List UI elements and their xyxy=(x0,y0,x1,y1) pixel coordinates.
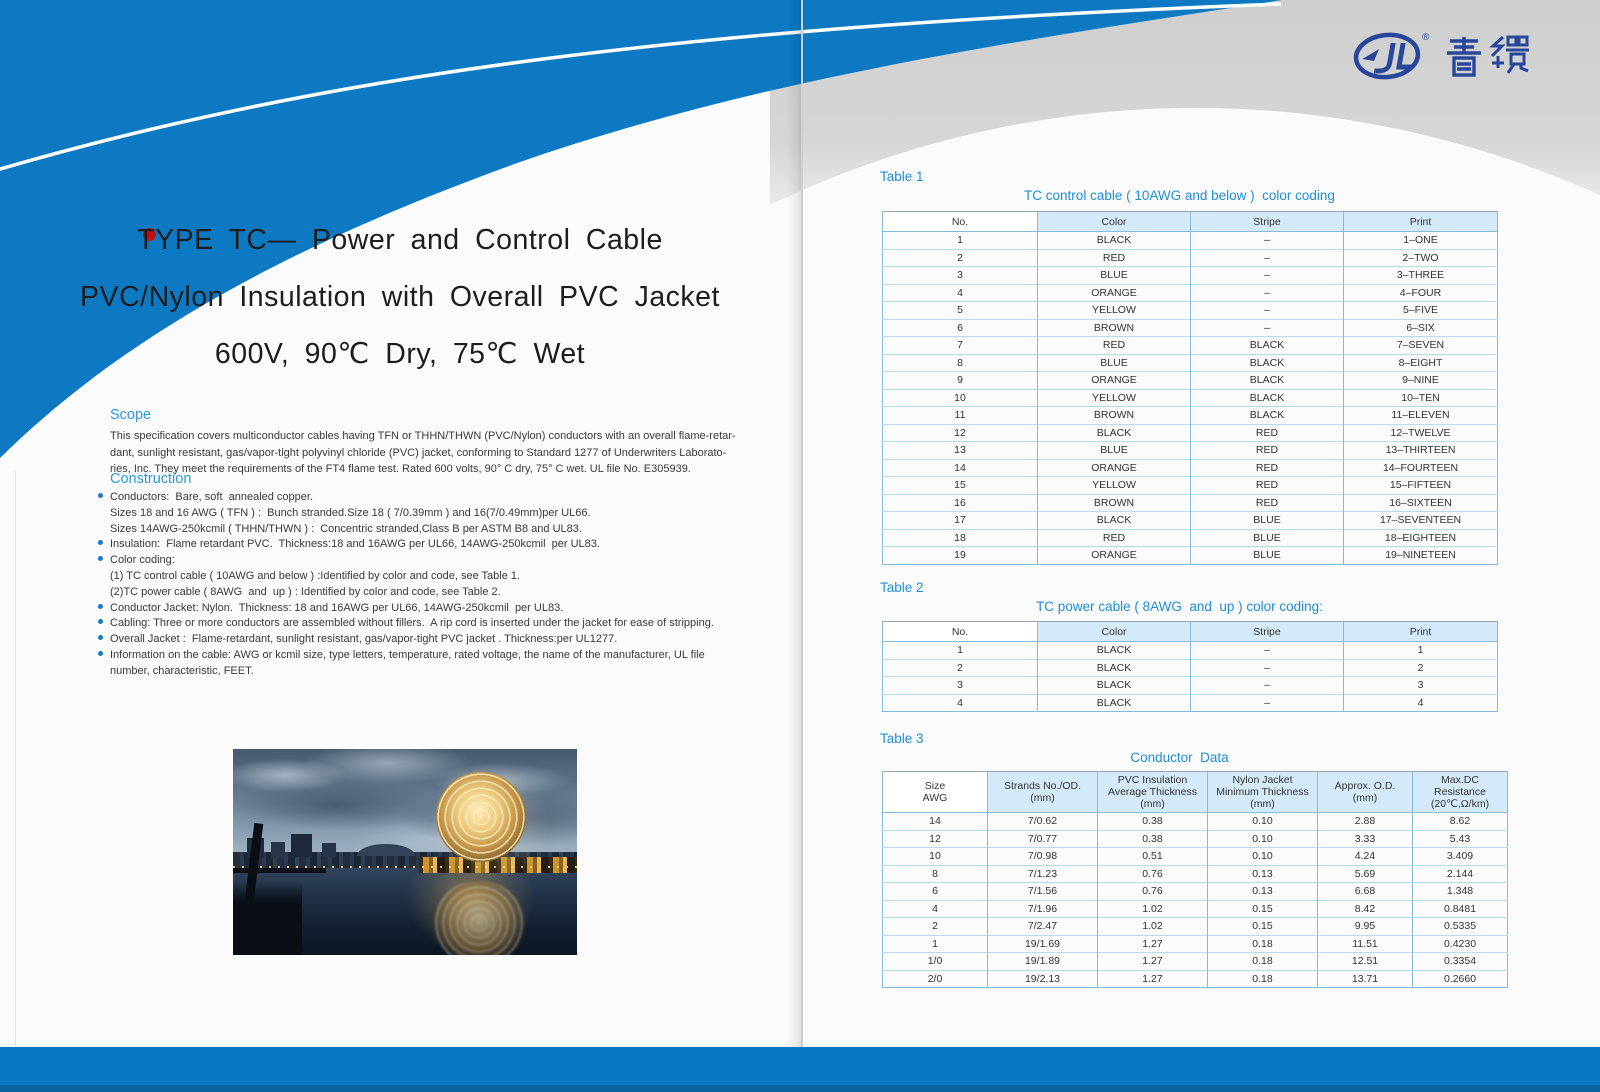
table-cell: 1 xyxy=(883,935,988,953)
table-cell: 5 xyxy=(883,302,1038,320)
construction-list xyxy=(98,490,758,680)
construction-item xyxy=(98,553,758,569)
table-row xyxy=(883,442,1498,460)
table-cell: RED xyxy=(1038,337,1191,355)
table-cell: – xyxy=(1191,249,1344,267)
table-cell: 0.51 xyxy=(1098,848,1208,866)
table-row xyxy=(883,659,1498,677)
table-cell: BLACK xyxy=(1038,424,1191,442)
table-cell: 0.18 xyxy=(1208,935,1318,953)
table-cell: 4 xyxy=(883,900,988,918)
table-header-row xyxy=(883,772,1508,813)
table-row xyxy=(883,642,1498,660)
construction-item xyxy=(98,490,758,506)
table-cell: 0.2660 xyxy=(1413,970,1508,988)
paragraph-line: ries, Inc. They meet the requirements of the FT4 flame test. Rated 600 volts, 90° C dry, 75° C wet. UL file No. E305939. xyxy=(110,463,691,476)
title-line-1: TYPE TC— Power and Control Cable xyxy=(137,224,663,256)
table-cell: 2/0 xyxy=(883,970,988,988)
table-cell: 8.62 xyxy=(1413,813,1508,831)
table-cell: 2 xyxy=(883,659,1038,677)
page-gutter-shadow xyxy=(786,0,801,1047)
table-cell: 6–SIX xyxy=(1344,319,1498,337)
photo-dock-beam xyxy=(233,868,326,873)
table-row xyxy=(883,407,1498,425)
registered-mark: ® xyxy=(1422,32,1430,43)
table-cell: 1.348 xyxy=(1413,883,1508,901)
column-header: PVC Insulation Average Thickness (mm) xyxy=(1098,772,1208,813)
table-row xyxy=(883,512,1498,530)
column-header: Color xyxy=(1038,622,1191,642)
construction-item xyxy=(98,537,758,553)
table-cell: 9.95 xyxy=(1318,918,1413,936)
left-page-edge xyxy=(15,470,16,1047)
construction-text: Insulation: Flame retardant PVC. Thickness:18 and 16AWG per UL66, 14AWG-250kcmil per UL83. xyxy=(110,538,600,551)
table-cell: – xyxy=(1191,232,1344,250)
table-cell: 19 xyxy=(883,547,1038,565)
table-cell: 11 xyxy=(883,407,1038,425)
table-cell: 0.76 xyxy=(1098,883,1208,901)
table2-label: Table 2 xyxy=(880,580,924,595)
table-cell: ORANGE xyxy=(1038,547,1191,565)
table-row xyxy=(883,477,1498,495)
table-cell: BLACK xyxy=(1038,512,1191,530)
table-cell: RED xyxy=(1191,494,1344,512)
table-cell: BLACK xyxy=(1038,232,1191,250)
table-cell: 2.88 xyxy=(1318,813,1413,831)
table-row xyxy=(883,249,1498,267)
table-cell: 7 xyxy=(883,337,1038,355)
construction-text: number, characteristic, FEET. xyxy=(110,664,254,677)
table-row xyxy=(883,424,1498,442)
table-cell: 0.76 xyxy=(1098,865,1208,883)
table-cell: RED xyxy=(1038,529,1191,547)
table-row xyxy=(883,813,1508,831)
table-cell: 10 xyxy=(883,848,988,866)
table-cell: – xyxy=(1191,677,1344,695)
construction-heading: Construction xyxy=(110,471,192,487)
table-cell: 7/0.62 xyxy=(988,813,1098,831)
table-cell: YELLOW xyxy=(1038,477,1191,495)
logo-ellipse xyxy=(1354,32,1420,80)
table-cell: 12 xyxy=(883,830,988,848)
table-cell: 3 xyxy=(1344,677,1498,695)
table-cell: 0.38 xyxy=(1098,830,1208,848)
construction-text: Cabling: Three or more conductors are assembled without fillers. A rip cord is inserted under the jacket for ease of stripping. xyxy=(110,617,714,630)
table-cell: 1.02 xyxy=(1098,918,1208,936)
table-row xyxy=(883,694,1498,712)
table-cell: – xyxy=(1191,302,1344,320)
column-header: Color xyxy=(1038,212,1191,232)
table-cell: BROWN xyxy=(1038,494,1191,512)
table-cell: 1 xyxy=(1344,642,1498,660)
table-cell: 0.15 xyxy=(1208,900,1318,918)
construction-item xyxy=(98,506,758,522)
table-cell: 8–EIGHT xyxy=(1344,354,1498,372)
construction-text: Conductors: Bare, soft annealed copper. xyxy=(110,491,314,503)
column-header: Size AWG xyxy=(883,772,988,813)
table-row xyxy=(883,232,1498,250)
table-cell: 3.33 xyxy=(1318,830,1413,848)
table-cell: 7/0.77 xyxy=(988,830,1098,848)
column-header: No. xyxy=(883,622,1038,642)
table-cell: 19/1.69 xyxy=(988,935,1098,953)
table-cell: 1 xyxy=(957,644,963,657)
table-cell: 0.10 xyxy=(1208,830,1318,848)
column-header: Print xyxy=(1344,212,1498,232)
brand-logo-graphic xyxy=(1352,27,1537,85)
construction-text: Conductor Jacket: Nylon. Thickness: 18 and 16AWG per UL66, 14AWG-250kcmil per UL83. xyxy=(110,601,564,614)
table-row xyxy=(883,900,1508,918)
table-cell: BLACK xyxy=(1038,642,1191,660)
table-cell: 1 xyxy=(957,234,963,247)
table-cell: 7/1.96 xyxy=(988,900,1098,918)
table-cell: BLUE xyxy=(1191,529,1344,547)
bullet-icon xyxy=(98,635,103,640)
table-cell: 0.38 xyxy=(1098,813,1208,831)
table-cell: 13–THIRTEEN xyxy=(1344,442,1498,460)
table-row xyxy=(883,529,1498,547)
table-cell: BROWN xyxy=(1038,407,1191,425)
bullet-icon xyxy=(98,651,103,656)
table-cell: 7/2.47 xyxy=(988,918,1098,936)
table-cell: 0.18 xyxy=(1208,953,1318,971)
title-line-2: PVC/Nylon Insulation with Overall PVC Jacket xyxy=(80,281,720,313)
table-cell: 4 xyxy=(883,284,1038,302)
table-cell: RED xyxy=(1191,442,1344,460)
table-cell: YELLOW xyxy=(1038,302,1191,320)
table-row xyxy=(883,970,1508,988)
table-row xyxy=(883,284,1498,302)
table-cell: BLUE xyxy=(1191,547,1344,565)
table-cell: YELLOW xyxy=(1038,389,1191,407)
column-header: Strands No./OD. (mm) xyxy=(988,772,1098,813)
table-cell: 6 xyxy=(883,319,1038,337)
table-row xyxy=(883,953,1508,971)
table1-label: Table 1 xyxy=(880,169,924,184)
table-cell: – xyxy=(1191,284,1344,302)
bullet-icon xyxy=(98,556,103,561)
table-header-row xyxy=(883,212,1498,232)
table-cell: 13 xyxy=(883,442,1038,460)
column-header: Stripe xyxy=(1191,622,1344,642)
table-cell: 0.10 xyxy=(1208,813,1318,831)
table-cell: 2–TWO xyxy=(1344,249,1498,267)
table-cell: 0.5335 xyxy=(1413,918,1508,936)
construction-text: Information on the cable: AWG or kcmil size, type letters, temperature, rated voltage, the name of the manufacturer, UL file xyxy=(110,648,705,661)
column-header: Nylon Jacket Minimum Thickness (mm) xyxy=(1208,772,1318,813)
table-cell: 17 xyxy=(883,512,1038,530)
table-cell: 12 xyxy=(883,424,1038,442)
table-cell: 4 xyxy=(883,694,1038,712)
bullet-icon xyxy=(98,604,103,609)
column-header: Stripe xyxy=(1191,212,1344,232)
table-cell: RED xyxy=(1191,424,1344,442)
construction-item xyxy=(98,616,758,632)
table-cell: 17–SEVENTEEN xyxy=(1344,512,1498,530)
table-cell: 14–FOURTEEN xyxy=(1344,459,1498,477)
table-cell: 10 xyxy=(883,389,1038,407)
construction-item xyxy=(98,664,758,680)
table-cell: BLUE xyxy=(1038,267,1191,285)
table-cell: 19–NINETEEN xyxy=(1344,547,1498,565)
table-cell: 2 xyxy=(883,249,1038,267)
table-cell: 5–FIVE xyxy=(1344,302,1498,320)
construction-text: (1) TC control cable ( 10AWG and below ) :Identified by color and code, see Table 1. xyxy=(110,569,521,582)
table-cell: 7–SEVEN xyxy=(1344,337,1498,355)
table-cell: 1.27 xyxy=(1098,935,1208,953)
table-cell: 3 xyxy=(883,677,1038,695)
table-cell: 18–EIGHTEEN xyxy=(1344,529,1498,547)
table-cell: RED xyxy=(1038,249,1191,267)
table-cell: 0.8481 xyxy=(1413,900,1508,918)
footer-dark-strip xyxy=(0,1085,1600,1092)
table-row xyxy=(883,935,1508,953)
table-cell: 8 xyxy=(883,865,988,883)
page-gutter-line xyxy=(801,0,803,1047)
table-cell: 2 xyxy=(1344,659,1498,677)
table-cell: 7/1.56 xyxy=(988,883,1098,901)
table-row xyxy=(883,547,1498,565)
table-cell: RED xyxy=(1191,477,1344,495)
color-coding-table-1 xyxy=(882,211,1498,565)
table-row xyxy=(883,372,1498,390)
table-cell: 16 xyxy=(883,494,1038,512)
table3-caption: Conductor Data xyxy=(1130,750,1229,765)
construction-item xyxy=(98,522,758,538)
table-cell: 0.3354 xyxy=(1413,953,1508,971)
color-coding-table-2 xyxy=(882,621,1498,712)
brand-logo xyxy=(1352,27,1537,85)
table-cell: 2.144 xyxy=(1413,865,1508,883)
table-cell: 9–NINE xyxy=(1344,372,1498,390)
table-row xyxy=(883,865,1508,883)
paragraph-line: dant, sunlight resistant, gas/vapor-tight polyvinyl chloride (PVC) jacket, conforming to Standard 1277 of Underwriters Laborato- xyxy=(110,446,727,459)
table-cell: 1.02 xyxy=(1098,900,1208,918)
scope-heading: Scope xyxy=(110,407,152,423)
table-header-row xyxy=(883,622,1498,642)
scope-paragraph xyxy=(110,428,736,478)
table-cell: – xyxy=(1191,267,1344,285)
table-cell: 6.68 xyxy=(1318,883,1413,901)
column-header: Approx. O.D. (mm) xyxy=(1318,772,1413,813)
table-cell: 6 xyxy=(883,883,988,901)
table-cell: – xyxy=(1191,642,1344,660)
table-row xyxy=(883,267,1498,285)
table-cell: 12–TWELVE xyxy=(1344,424,1498,442)
table-cell: – xyxy=(1191,659,1344,677)
table-cell: 15–FIFTEEN xyxy=(1344,477,1498,495)
table-cell: 4–FOUR xyxy=(1344,284,1498,302)
table-cell: 3.409 xyxy=(1413,848,1508,866)
title-block xyxy=(60,212,740,383)
table-cell: 1.27 xyxy=(1098,970,1208,988)
table-cell: – xyxy=(1191,694,1344,712)
photo-science-world-sphere xyxy=(436,772,526,862)
construction-text: (2)TC power cable ( 8AWG and up ) : Identified by color and code, see Table 2. xyxy=(110,585,501,598)
bullet-icon xyxy=(98,493,103,498)
table-row xyxy=(883,677,1498,695)
photo-tower xyxy=(322,843,336,857)
column-header: Max.DC Resistance (20℃,Ω/km) xyxy=(1413,772,1508,813)
table-cell: 16–SIXTEEN xyxy=(1344,494,1498,512)
construction-item xyxy=(98,585,758,601)
table-cell: 18 xyxy=(883,529,1038,547)
title-line-3: 600V, 90℃ Dry, 75℃ Wet xyxy=(214,338,586,370)
paragraph-line: This specification covers multiconductor cables having TFN or THHN/THWN (PVC/Nylon) conductors with an overall flame-retar- xyxy=(110,430,736,442)
table-cell: 2 xyxy=(883,918,988,936)
table-cell: RED xyxy=(1191,459,1344,477)
table-row xyxy=(883,337,1498,355)
table-cell: 15 xyxy=(883,477,1038,495)
table-cell: BLACK xyxy=(1191,389,1344,407)
table-cell: 10–TEN xyxy=(1344,389,1498,407)
table-cell: BLACK xyxy=(1191,372,1344,390)
construction-item xyxy=(98,569,758,585)
table-row xyxy=(883,354,1498,372)
table-cell: BLUE xyxy=(1191,512,1344,530)
table-cell: 9 xyxy=(883,372,1038,390)
table-cell: 19/2.13 xyxy=(988,970,1098,988)
table-cell: ORANGE xyxy=(1038,284,1191,302)
table-cell: BLACK xyxy=(1191,407,1344,425)
bullet-icon xyxy=(98,540,103,545)
table-cell: 0.4230 xyxy=(1413,935,1508,953)
construction-item xyxy=(98,632,758,648)
table-cell: 14 xyxy=(929,815,941,828)
photo-sphere-reflection xyxy=(433,881,525,955)
table-cell: BLACK xyxy=(1038,677,1191,695)
table-row xyxy=(883,918,1508,936)
brand-cjk-icon xyxy=(1447,37,1481,75)
table-cell: 12.51 xyxy=(1318,953,1413,971)
conductor-data-table xyxy=(882,771,1508,988)
table2-caption: TC power cable ( 8AWG and up ) color coding: xyxy=(1036,599,1323,614)
table-cell: BLACK xyxy=(1191,337,1344,355)
table-cell: 3 xyxy=(883,267,1038,285)
table3-label: Table 3 xyxy=(880,731,924,746)
construction-text: Overall Jacket : Flame-retardant, sunlight resistant, gas/vapor-tight PVC jacket . Thickness:per UL1277. xyxy=(110,633,618,646)
construction-text: Sizes 14AWG-250kcmil ( THHN/THWN ) : Concentric stranded,Class B per ASTM B8 and UL83. xyxy=(110,522,582,535)
table-cell: 7/1.23 xyxy=(988,865,1098,883)
table-cell: ORANGE xyxy=(1038,459,1191,477)
table-row xyxy=(883,848,1508,866)
photo-tower xyxy=(291,834,312,857)
construction-item xyxy=(98,648,758,664)
table-cell: 1–ONE xyxy=(1344,232,1498,250)
table-cell: 0.10 xyxy=(1208,848,1318,866)
construction-item xyxy=(98,601,758,617)
table-cell: BROWN xyxy=(1038,319,1191,337)
table-row xyxy=(883,459,1498,477)
table-cell: 7/0.98 xyxy=(988,848,1098,866)
table-cell: 5.43 xyxy=(1413,830,1508,848)
table-row xyxy=(883,830,1508,848)
table-cell: BLACK xyxy=(1191,354,1344,372)
table-cell: 0.13 xyxy=(1208,865,1318,883)
table-cell: BLACK xyxy=(1038,659,1191,677)
table-cell: 8.42 xyxy=(1318,900,1413,918)
table-cell: ORANGE xyxy=(1038,372,1191,390)
table-cell: BLACK xyxy=(1038,694,1191,712)
city-night-photo xyxy=(233,749,577,955)
table-cell: 4 xyxy=(1344,694,1498,712)
table-cell: 4.24 xyxy=(1318,848,1413,866)
brand-cjk-icon-2 xyxy=(1492,37,1529,73)
construction-text: Color coding: xyxy=(110,554,175,567)
table-cell: 11.51 xyxy=(1318,935,1413,953)
table-cell: 13.71 xyxy=(1318,970,1413,988)
table-cell: BLUE xyxy=(1038,442,1191,460)
table-row xyxy=(883,883,1508,901)
table1-caption: TC control cable ( 10AWG and below ) color coding xyxy=(1024,188,1335,203)
table-cell: 5.69 xyxy=(1318,865,1413,883)
table-cell: – xyxy=(1191,319,1344,337)
table-cell: 19/1.89 xyxy=(988,953,1098,971)
table-cell: 14 xyxy=(883,459,1038,477)
bullet-icon xyxy=(98,619,103,624)
table-row xyxy=(883,302,1498,320)
table-cell: 0.13 xyxy=(1208,883,1318,901)
table-cell: 0.15 xyxy=(1208,918,1318,936)
table-cell: 0.18 xyxy=(1208,970,1318,988)
construction-text: Sizes 18 and 16 AWG ( TFN ) : Bunch stranded.Size 18 ( 7/0.39mm ) and 16(7/0.49mm)per UL66. xyxy=(110,506,591,519)
table-cell: 1/0 xyxy=(883,953,988,971)
table-cell: BLUE xyxy=(1038,354,1191,372)
table-row xyxy=(883,319,1498,337)
column-header: Print xyxy=(1344,622,1498,642)
table-cell: 3–THREE xyxy=(1344,267,1498,285)
column-header: No. xyxy=(883,212,1038,232)
logo-jl-monogram xyxy=(1360,43,1415,71)
table-row xyxy=(883,389,1498,407)
photo-tower xyxy=(271,842,285,858)
footer-blue-bar xyxy=(0,1047,1600,1085)
table-cell: 1.27 xyxy=(1098,953,1208,971)
table-row xyxy=(883,494,1498,512)
table-cell: 11–ELEVEN xyxy=(1344,407,1498,425)
table-cell: 8 xyxy=(883,354,1038,372)
